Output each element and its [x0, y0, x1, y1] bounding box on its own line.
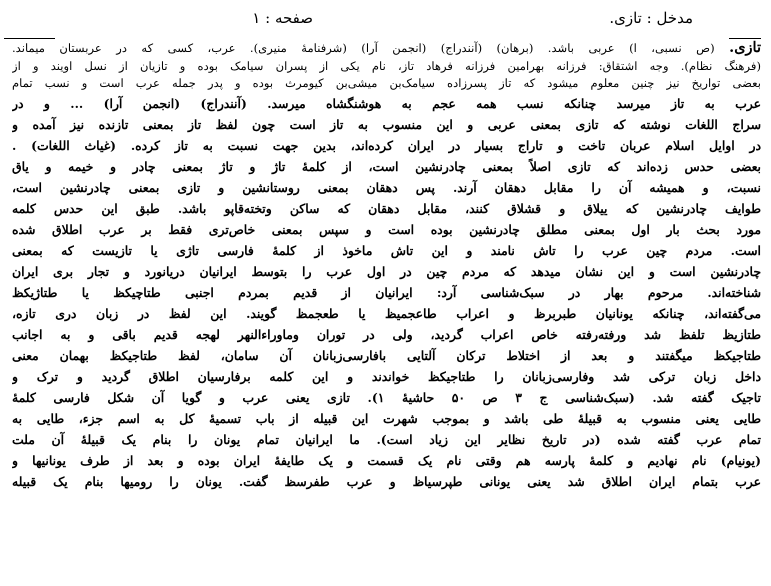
headword: تازی.: [729, 39, 761, 56]
text-line-10: مورد بحث بار اول بمعنی مطلق چادرنشین بوده است و سپس بمعنی خاص‌تری فقط بر عرب اطلاق شده: [12, 221, 761, 237]
page-number: صفحه : ۱: [252, 9, 313, 27]
text-line-18: تاجیک گفته شد. (سبک‌شناسی ج ۳ ص ۵۰ حاشیهٔ ۱). تازی یعنی عرب و گویا آن شکل فارسی کلمهٔ: [12, 389, 761, 405]
entry-body: [12, 39, 761, 492]
text-line-7: بعضی حدس زده‌اند که تازی اصلاً بمعنی چادرنشین است، از کلمهٔ تاژ و تاژ بمعنی چادر و خیمه و یاق: [12, 158, 761, 174]
text-line-4: عرب به تاز میرسد چنانکه نسب همه عجم به هوشنگشاه میرسد. (آنندراج) (انجمن آرا) ... و در: [12, 95, 761, 111]
text-line-17: داخل زبان ترکی شد وفارسی‌زبانان را طتاجیکظ خواندند و این کلمه برفارسیان اطلاق گردید و ترک و: [12, 368, 761, 384]
text-line-11: است. مردم چین عرب را تاش نامند و این تاش ماخوذ از کلمهٔ فارسی تاژی یا تازیست که بمعنی: [12, 242, 761, 258]
text-line-22: عرب بتمام ایران اطلاق شد یعنی یونانی طپرسیاظ و عرب طفرسظ گفت. یونان را رومیها بنام یک قبیله: [12, 473, 761, 489]
text-line-19: طایی یعنی منسوب به قبیلهٔ طی باشد و بموجب شهرت این قبیله از باب تسمیهٔ کل به اسم جزء، طایی به: [12, 410, 761, 426]
text-line-21: (یونیام) نام نهادیم و کلمهٔ پارسه هم وقتی نام یک قسمت و یک طایفهٔ ایران بوده و بعد از طرف یونانیها و: [12, 452, 761, 468]
text-line-9: طوایف چادرنشین که ییلاق و قشلاق کنند، مقابل دهقان که ساکن وتخته‌قاپو باشد. طبق این حدس کلمه: [12, 200, 761, 216]
text-line-1: تازی. (ص نسبی، ا) عربی باشد. (برهان) (آنندراج) (انجمن آرا) (شرفنامهٔ منیری). عرب، کسی که در عربستان میماند.: [12, 39, 761, 56]
text-line-14: می‌گفته‌اند، چنانکه یونانیان طبربرظ و اعراب طاعجمیظ یا طعجمظ گویند. این لفظ در زبان دری تازه،: [12, 305, 761, 321]
text-line-20: تمام عرب گفته شده (در تاریخ نظایر این زیاد است). ما ایرانیان تمام یونان را بنام یک قبیلهٔ آن ملت: [12, 431, 761, 447]
text-line-5: سراج اللغات نوشته که تازی بمعنی عربی و این منسوب به تاز است چون لفظ تاز بمعنی تازنده نیز آمده و: [12, 116, 761, 132]
text-line-12: چادرنشین است و این نشان میدهد که مردم چین در اول عرب را بتوسط ایرانیان دریانورد و تجار بری ایران: [12, 263, 761, 279]
text-line-8: نسبت، و همیشه آن را مقابل دهقان آرند. پس دهقان بمعنی روستانشین و تازی بمعنی چادرنشین است،: [12, 179, 761, 195]
text-line-6: در اوایل اسلام عربان تاخت و تاراج بسیار در ایران کرده‌اند، بدین جهت نسبت به تاز کرده. (غیاث اللغات) .: [12, 137, 761, 153]
text-line-3: بعضی تواریخ نیز چنین معلوم میشود که تاز پسرزاده سیامک‌بن میشی‌بن کیومرث بوده و پدر جمله عرب است و نسب تمام: [12, 76, 761, 90]
entry-label: مدخل : تازی.: [609, 9, 693, 27]
text-line-16: طتاجیکظ میگفتند و بعد از اختلاط ترکان آلتایی بافارسی‌زبانان آن سامان، لفظ طتاجیکظ بهمان معنی: [12, 347, 761, 363]
text-line-15: طتازیظ تلفظ شد ورفته‌رفته خاص اعراب گردید، ولی در توران وماوراءالنهر لهجه قدیم باقی و به اجانب: [12, 326, 761, 342]
text-line-2: (فرهنگ نظام). وجه اشتقاق: فرزانه بهرامین فرزانه فرهاد تاز، نام یکی از پسران سیامک بوده و تازیان از نسل اویند و از: [12, 58, 761, 73]
text-line-13: شناخته‌اند. مرحوم بهار در سبک‌شناسی آرد: ایرانیان از قدیم بمردم اجنبی طتاچیکظ یا طتاژیکظ: [12, 284, 761, 300]
